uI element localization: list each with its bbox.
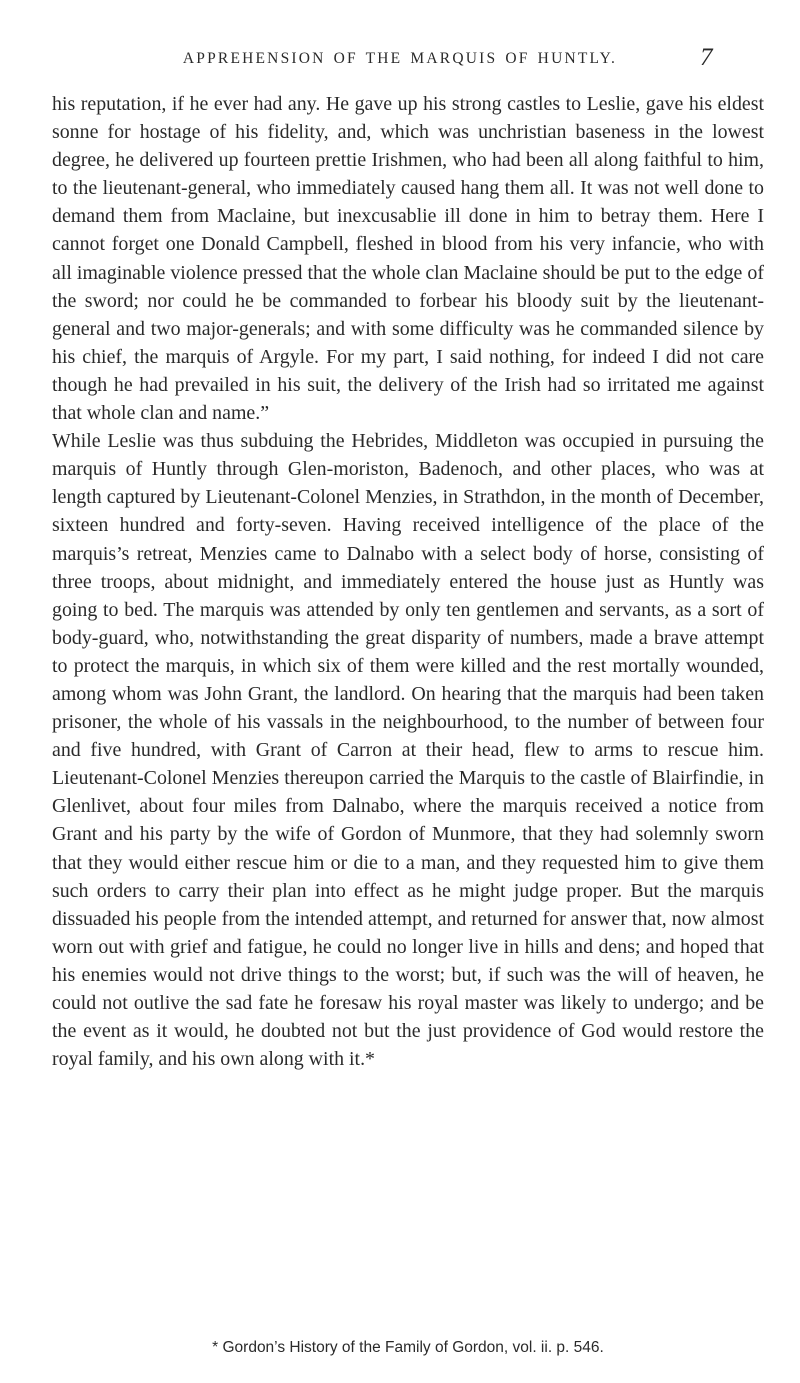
paragraph: While Leslie was thus subduing the Hebrides, Middleton was occupied in pursuing the marquis of Huntly through Glen-moriston, Badenoch, and other places, who was at length captured by Lieutenant-Colonel Menzies, in Strathdon, in the month of December, sixteen hundred and forty-seven. Having received intelligence of the place of the marquis’s retreat, Menzies came to Dalnabo with a select body of horse, consisting of three troops, about midnight, and immediately entered the house just as Huntly was going to bed. The marquis was attended by only ten gentlemen and servants, as a sort of body-guard, who, notwithstanding the great disparity of numbers, made a brave attempt to protect the marquis, in which six of them were killed and the rest mortally wounded, among whom was John Grant, the landlord. On hearing that the marquis had been taken prisoner, the whole of his vassals in the neighbourhood, to the number of between four and five hundred, with Grant of Carron at their head, flew to arms to rescue him. Lieutenant-Colonel Menzies thereupon carried the Marquis to the castle of Blairfindie, in Glenlivet, about four miles from Dalnabo, where the marquis received a notice from Grant and his party by the wife of Gordon of Munmore, that they had solemnly sworn that they would either rescue him or die to a man, and they requested him to give them such orders to carry their plan into effect as he might judge proper. But the marquis dissuaded his people from the intended attempt, and returned for answer that, now almost worn out with grief and fatigue, he could no longer live in hills and dens; and hoped that his enemies would not drive things to the worst; but, if such was the will of heaven, he could not outlive the sad fate he foresaw his royal master was likely to undergo; and be the event as it would, he doubted not but the just providence of God would restore the royal family, and his own along with it.*: [52, 430, 765, 1071]
footnote: * Gordon’s History of the Family of Gordon, vol. ii. p. 546.: [212, 1339, 604, 1356]
page-number: 7: [700, 44, 713, 71]
paragraph: his reputation, if he ever had any. He gave up his strong castles to Leslie, gave his eldest sonne for hostage of his fidelity, and, which was unchristian baseness in the lowest degree, he delivered up fourteen prettie Irishmen, who had been all along faithful to him, to the lieutenant-general, who immediately caused hang them all. It was not well done to demand them from Maclaine, but inexcusablie ill done in him to betray them. Here I cannot forget one Donald Campbell, fleshed in blood from his very infancie, who with all imaginable violence pressed that the whole clan Maclaine should be put to the edge of the sword; nor could he be commanded to forbear his bloody suit by the lieutenant-general and two major-generals; and with some difficulty was he commanded silence by his chief, the marquis of Argyle. For my part, I said nothing, for indeed I did not care though he had prevailed in his suit, the delivery of the Irish had so irritated me against that whole clan and name.”: [52, 93, 764, 425]
body-text: [52, 90, 764, 1073]
running-head: APPREHENSION OF THE MARQUIS OF HUNTLY.: [182, 50, 618, 67]
